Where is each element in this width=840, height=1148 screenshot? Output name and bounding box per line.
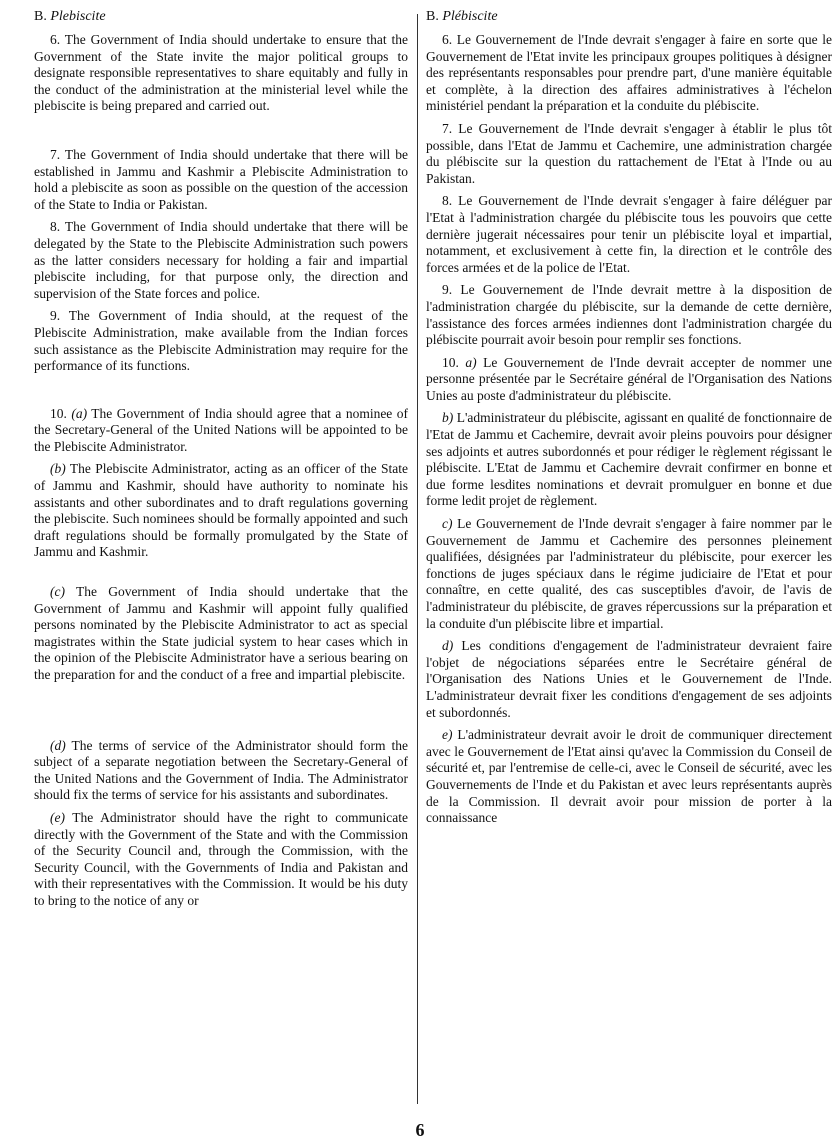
paragraph-9-en: 9. The Government of India should, at the request of the Plebiscite Administration, make available from the Indian forces such assistance as the Plebiscite Administration may require for the performance of its functions. — [34, 308, 408, 374]
paragraph-8-en: 8. The Government of India should undertake that there will be delegated by the State to the Plebiscite Administration such powers as the latter considers necessary for holding a fair and impartial plebiscite including, for that purpose only, the direction and supervision of the State forces and police. — [34, 219, 408, 301]
column-divider — [417, 14, 418, 1104]
paragraph-10e-fr: e) L'administrateur devrait avoir le droit de communiquer directement avec le Gouvernement de l'Etat ainsi qu'avec la Commission du Conseil de sécurité et, par l'entremise de celle-ci, avec le Conseil de sécurité, avec les Gouvernements de l'Inde et du Pakistan et avec leurs représentants auprès de la Commission. Il devrait avoir pour mission de porter à la connaissance — [426, 727, 832, 826]
english-column — [34, 8, 408, 910]
section-heading-en: B. Plebiscite — [34, 9, 106, 24]
paragraph-10c-fr: c) Le Gouvernement de l'Inde devrait s'engager à faire nommer par le Gouvernement de Jammu et Cachemire des personnes pleinement qualifiées, désignées par l'administrateur du plébiscite, pour exercer les fonctions de juges spéciaux dans le régime judiciaire de l'Etat et pour connaître, en cette qualité, des cas susceptibles d'avoir, de l'avis de l'administrateur du plébiscite, de graves répercussions sur la préparation et la conduite d'un plébiscite libre et impartial. — [426, 516, 832, 631]
section-heading-fr: B. Plébiscite — [426, 9, 498, 24]
paragraph-7-fr: 7. Le Gouvernement de l'Inde devrait s'engager à établir le plus tôt possible, dans l'Etat de Jammu et Cachemire, une administration chargée du plébiscite sur la question du rattachement de l'Etat à l'Inde ou au Pakistan. — [426, 120, 832, 186]
french-column — [426, 8, 832, 827]
paragraph-8-fr: 8. Le Gouvernement de l'Inde devrait s'engager à faire déléguer par l'Etat à l'administration chargée du plébiscite tous les pouvoirs que cette dernière jugerait nécessaires pour tenir un plébiscite loyal et impartial, notamment, et exclusivement à cette fin, la direction et le contrôle des forces armées et de la police de l'Etat. — [426, 193, 832, 275]
paragraph-6-en: 6. The Government of India should undertake to ensure that the Government of the State invite the major political groups to designate responsible representatives to share equitably and fully in the conduct of the administration at the ministerial level while the plebiscite is being prepared and carried out. — [34, 32, 408, 114]
paragraph-6-fr: 6. Le Gouvernement de l'Inde devrait s'engager à faire en sorte que le Gouvernement de l'Etat invite les principaux groupes politiques à désigner des représentants responsables pour prendre part, d'une manière équitable et complète, à la direction des affaires administratives à l'échelon ministériel pendant la préparation et la conduite du plébiscite. — [426, 32, 832, 114]
paragraph-10e-en: (e) The Administrator should have the right to communicate directly with the Government of the State and with the Commission of the Security Council and, through the Commission, with the Security Council, with the Governments of India and Pakistan and with their representatives with the Commission. It would be his duty to bring to the notice of any or — [34, 809, 408, 908]
paragraph-10a-en: 10. (a) The Government of India should agree that a nominee of the Secretary-General of the United Nations will be appointed to be the Plebiscite Administrator. — [34, 405, 408, 454]
page-number: 6 — [415, 1120, 425, 1140]
paragraph-10c-en: (c) The Government of India should undertake that the Government of Jammu and Kashmir will appoint fully qualified persons nominated by the Plebiscite Administrator to act as special magistrates within the State judicial system to hear cases which in the opinion of the Plebiscite Administrator have a serious bearing on the preparation for and the conduct of a free and impartial plebiscite. — [34, 584, 408, 682]
paragraph-10b-en: (b) The Plebiscite Administrator, acting as an officer of the State of Jammu and Kashmir, should have authority to nominate his assistants and other subordinates and to draft regulations governing the plebiscite. Such nominees should be formally appointed and such draft regulations should be formally promulgated by the State of Jammu and Kashmir. — [34, 461, 408, 560]
paragraph-10b-fr: b) L'administrateur du plébiscite, agissant en qualité de fonctionnaire de l'Etat de Jammu et Cachemire, devrait avoir pleins pouvoirs pour désigner ses adjoints et autres subordonnés et pour rédiger le règlement régissant le plébiscite. L'Etat de Jammu et Cachemire devrait confirmer en bonne et due forme lesdites nominations et devrait promulguer en bonne et due forme ledit projet de règlement. — [426, 410, 832, 509]
paragraph-10d-en: (d) The terms of service of the Administrator should form the subject of a separate negotiation between the Secretary-General of the United Nations and the Government of India. The Administrator should fix the terms of service for his assistants and subordinates. — [34, 737, 408, 803]
paragraph-7-en: 7. The Government of India should undertake that there will be established in Jammu and Kashmir a Plebiscite Administration to hold a plebiscite as soon as possible on the question of the accession of the State to India or Pakistan. — [34, 146, 408, 212]
paragraph-10a-fr: 10. a) Le Gouvernement de l'Inde devrait accepter de nommer une personne présentée par le Secrétaire général de l'Organisation des Nations Unies au poste d'administrateur du plébiscite. — [426, 354, 832, 403]
paragraph-9-fr: 9. Le Gouvernement de l'Inde devrait mettre à la disposition de l'administration chargée du plébiscite, sur la demande de cette dernière, l'assistance des forces armées indiennes dont l'administration chargée du plébiscite pourrait avoir besoin pour remplir ses fonctions. — [426, 282, 832, 348]
paragraph-10d-fr: d) Les conditions d'engagement de l'administrateur devraient faire l'objet de négociations séparées entre le Secrétaire général de l'Organisation des Nations Unies et le Gouvernement de l'Inde. L'administrateur devrait fixer les conditions d'engagement de ses adjoints et subordonnés. — [426, 638, 832, 720]
